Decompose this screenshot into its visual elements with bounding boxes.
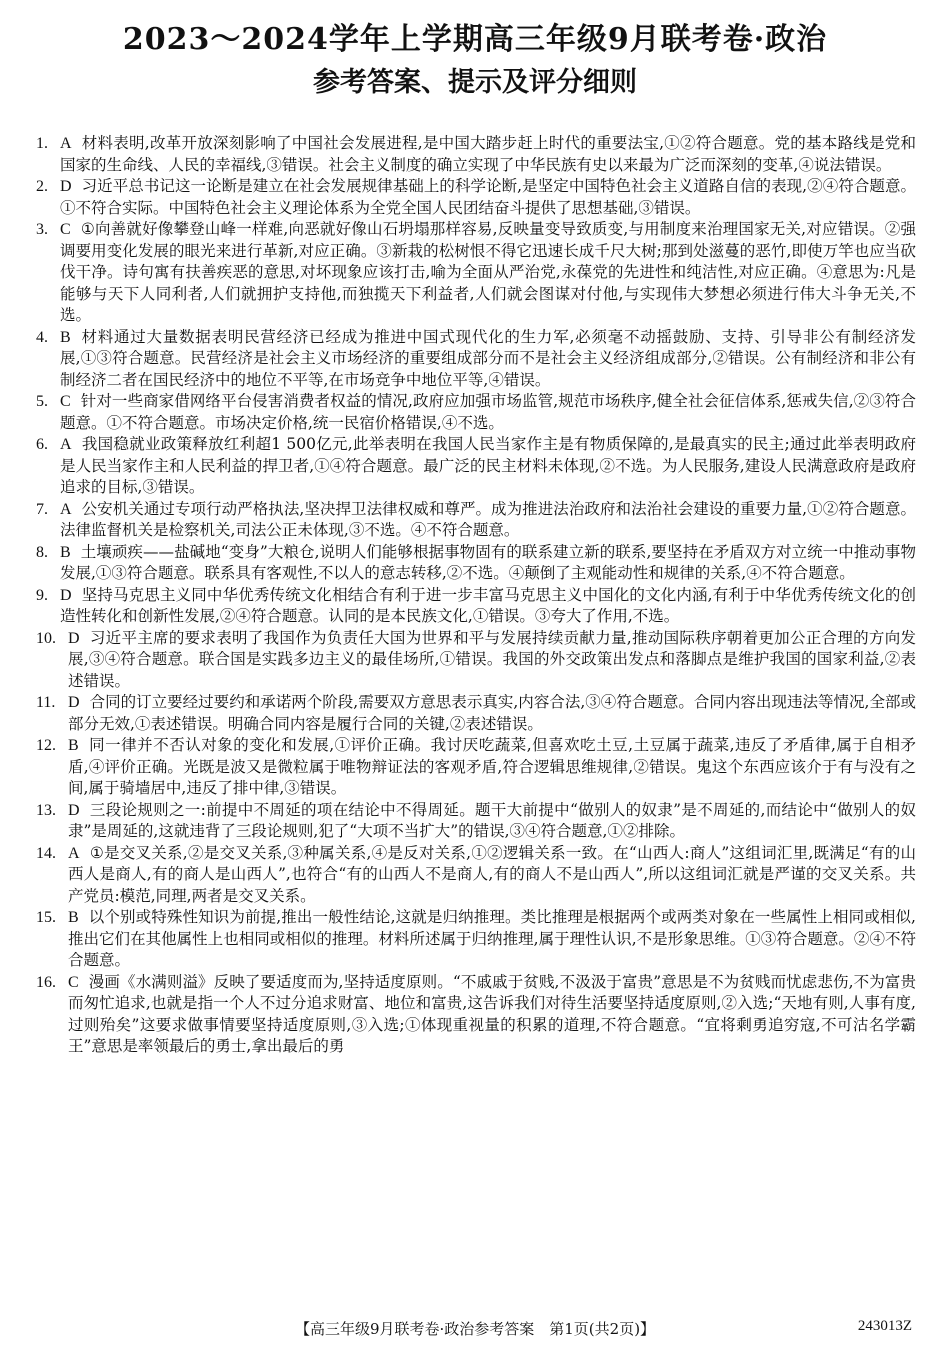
answer-item — [36, 499, 916, 542]
answer-explanation: 材料表明,改革开放深刻影响了中国社会发展进程,是中国大踏步赶上时代的重要法宝,①②符合题意。党的基本路线是党和国家的生命线、人民的幸福线,③错误。社会主义制度的确立实现了中华民族有史以来最为广泛而深刻的变革,④说法错误。 — [60, 134, 916, 174]
answer-explanation: 同一律并不否认对象的变化和发展,①评价正确。我讨厌吃蔬菜,但喜欢吃土豆,土豆属于蔬菜,违反了矛盾律,属于自相矛盾,④评价正确。光既是波又是微粒属于唯物辩证法的客观矛盾,符合逻辑思维规律,②错误。鬼这个东西应该介于有与没有之间,属于骑墙居中,违反了排中律,③错误。 — [68, 736, 916, 797]
answer-number: 2. — [36, 178, 48, 195]
answer-item — [36, 542, 916, 585]
answer-number: 12. — [36, 737, 56, 754]
answer-explanation: 以个别或特殊性知识为前提,推出一般性结论,这就是归纳推理。类比推理是根据两个或两类对象在一些属性上相同或相似,推出它们在其他属性上也相同或相似的推理。材料所述属于归纳推理,属于理性认识,不是形象思维。①③符合题意。②④不符合题意。 — [68, 908, 916, 969]
document-code: 243013Z — [857, 1318, 912, 1334]
answer-item — [36, 434, 916, 499]
answer-item — [36, 585, 916, 628]
answer-number: 14. — [36, 844, 56, 862]
answer-list — [36, 133, 916, 1058]
answer-explanation: 公安机关通过专项行动严格执法,坚决捍卫法律权威和尊严。成为推进法治政府和法治社会建设的重要力量,①②符合题意。法律监督机关是检察机关,司法公正未体现,③不选。④不符合题意。 — [60, 499, 916, 539]
answer-item — [36, 133, 916, 176]
answer-letter: D — [68, 694, 80, 711]
answer-item — [36, 907, 916, 972]
answer-number: 11. — [36, 694, 56, 711]
answer-explanation: ①是交叉关系,②是交叉关系,③种属关系,④是反对关系,①②逻辑关系一致。在“山西人:商人”这组词汇里,既满足“有的山西人是商人,有的商人是山西人”,也符合“有的山西人不是商人,有的商人不是山西人”,所以这组词汇就是严谨的交叉关系。共产党员:模范,同理,两者是交叉关系。 — [68, 843, 916, 905]
answer-number: 10. — [36, 629, 56, 647]
answer-letter: A — [60, 135, 72, 152]
answer-number: 15. — [36, 909, 56, 926]
answer-letter: B — [68, 909, 79, 926]
answer-item — [36, 391, 916, 434]
answer-explanation: 漫画《水满则溢》反映了要适度而为,坚持适度原则。“不戚戚于贫贱,不汲汲于富贵”意思是不为贫贱而忧虑悲伤,不为富贵而匆忙追求,也就是指一个人不过分追求财富、地位和富贵,这告诉我们对待生活要坚持适度原则,②入选;“天地有则,人事有度,过则殆矣”这要求做事情要坚持适度原则,③入选;①体现重视量的积累的道理,不符合题意。“宜将剩勇追穷寇,不可沽名学霸王”意思是率领最后的勇士,拿出最后的勇 — [68, 972, 916, 1055]
answer-letter: B — [68, 737, 79, 754]
answer-number: 3. — [36, 221, 48, 238]
answer-explanation: 土壤顽疾——盐碱地“变身”大粮仓,说明人们能够根据事物固有的联系建立新的联系,要坚持在矛盾双方对立统一中推动事物发展,①③符合题意。联系具有客观性,不以人的意志转移,②不选。④颠倒了主观能动性和规律的关系,④不符合题意。 — [60, 542, 916, 582]
answer-letter: B — [60, 543, 71, 561]
answer-letter: A — [60, 500, 72, 518]
answer-item — [36, 800, 916, 843]
answer-item — [36, 735, 916, 800]
answer-letter: B — [60, 328, 71, 346]
answer-number: 8. — [36, 543, 48, 561]
answer-explanation: ①向善就好像攀登山峰一样难,向恶就好像山石坍塌那样容易,反映量变导致质变,与用制度来治理国家无关,对应错误。②强调要用变化发展的眼光来进行革新,对应正确。③新栽的松树恨不得它迅速长成千尺大树;那到处滋蔓的恶竹,即使万竿也应当砍伐干净。诗句寓有扶善疾恶的意思,对坏现象应该打击,喻为全面从严治党,永葆党的先进性和纯洁性,对应正确。④意思为:凡是能够与天下人同利者,人们就拥护支持他,而独揽天下利益者,人们就会图谋对付他,与实现伟大梦想必须进行伟大斗争无关,不选。 — [60, 220, 916, 324]
answer-item — [36, 176, 916, 219]
answer-explanation: 材料通过大量数据表明民营经济已经成为推进中国式现代化的生力军,必须毫不动摇鼓励、支持、引导非公有制经济发展,①③符合题意。民营经济是社会主义市场经济的重要组成部分而不是社会主义经济组成部分,②错误。公有制经济和非公有制经济二者在国民经济中的地位不平等,在市场竞争中地位平等,④错误。 — [60, 327, 916, 389]
answer-letter: C — [60, 221, 71, 238]
answer-explanation: 坚持马克思主义同中华优秀传统文化相结合有利于进一步丰富马克思主义中国化的文化内涵,有利于中华优秀传统文化的创造性转化和创新性发展,②④符合题意。认同的是本民族文化,①错误。③夸大了作用,不选。 — [60, 585, 916, 625]
answer-letter: D — [60, 178, 72, 195]
answer-number: 16. — [36, 973, 56, 991]
answer-explanation: 我国稳就业政策释放红利超1 500亿元,此举表明在我国人民当家作主是有物质保障的,是最真实的民主;通过此举表明政府是人民当家作主和人民利益的捍卫者,①④符合题意。最广泛的民主材料未体现,②不选。为人民服务,建设人民满意政府是政府追求的目标,③错误。 — [60, 435, 916, 496]
answer-explanation: 习近平主席的要求表明了我国作为负责任大国为世界和平与发展持续贡献力量,推动国际秩序朝着更加公正合理的方向发展,③④符合题意。联合国是实践多边主义的最佳场所,①错误。我国的外交政策出发点和落脚点是维护我国的国家利益,②表述错误。 — [68, 628, 916, 690]
answer-number: 1. — [36, 135, 48, 152]
answer-letter: A — [68, 844, 80, 862]
answer-item — [36, 843, 916, 908]
answer-explanation: 三段论规则之一:前提中不周延的项在结论中不得周延。题干大前提中“做别人的奴隶”是不周延的,而结论中“做别人的奴隶”是周延的,这就违背了三段论规则,犯了“大项不当扩大”的错误,③④符合题意,①②排除。 — [68, 800, 916, 840]
answer-item — [36, 692, 916, 735]
answer-letter: C — [60, 393, 71, 410]
answer-explanation: 合同的订立要经过要约和承诺两个阶段,需要双方意思表示真实,内容合法,③④符合题意。合同内容出现违法等情况,全部或部分无效,①表述错误。明确合同内容是履行合同的关键,②表述错误。 — [68, 693, 916, 733]
answer-letter: D — [68, 801, 80, 819]
page-subtitle: 参考答案、提示及评分细则 — [313, 67, 637, 98]
answer-letter: A — [60, 436, 72, 453]
answer-item — [36, 628, 916, 693]
answer-number: 9. — [36, 586, 48, 604]
answer-letter: D — [68, 629, 80, 647]
answer-number: 5. — [36, 393, 48, 410]
answer-explanation: 针对一些商家借网络平台侵害消费者权益的情况,政府应加强市场监管,规范市场秩序,健全社会征信体系,惩戒失信,②③符合题意。①不符合题意。市场决定价格,统一民宿价格错误,④不选。 — [60, 392, 916, 432]
answer-number: 6. — [36, 436, 48, 453]
answer-letter: D — [60, 586, 72, 604]
page-footer: 【高三年级9月联考卷·政治参考答案 第1页(共2页)】 — [294, 1320, 656, 1338]
answer-letter: C — [68, 973, 79, 991]
answer-number: 13. — [36, 801, 56, 819]
answer-item — [36, 327, 916, 392]
answer-item — [36, 972, 916, 1058]
answer-number: 7. — [36, 500, 48, 518]
page-title: 2023～2024学年上学期高三年级9月联考卷·政治 — [122, 22, 828, 57]
answer-item — [36, 219, 916, 327]
answer-number: 4. — [36, 328, 48, 346]
answer-explanation: 习近平总书记这一论断是建立在社会发展规律基础上的科学论断,是坚定中国特色社会主义道路自信的表现,②④符合题意。①不符合实际。中国特色社会主义理论体系为全党全国人民团结奋斗提供了思想基础,③错误。 — [60, 177, 916, 217]
